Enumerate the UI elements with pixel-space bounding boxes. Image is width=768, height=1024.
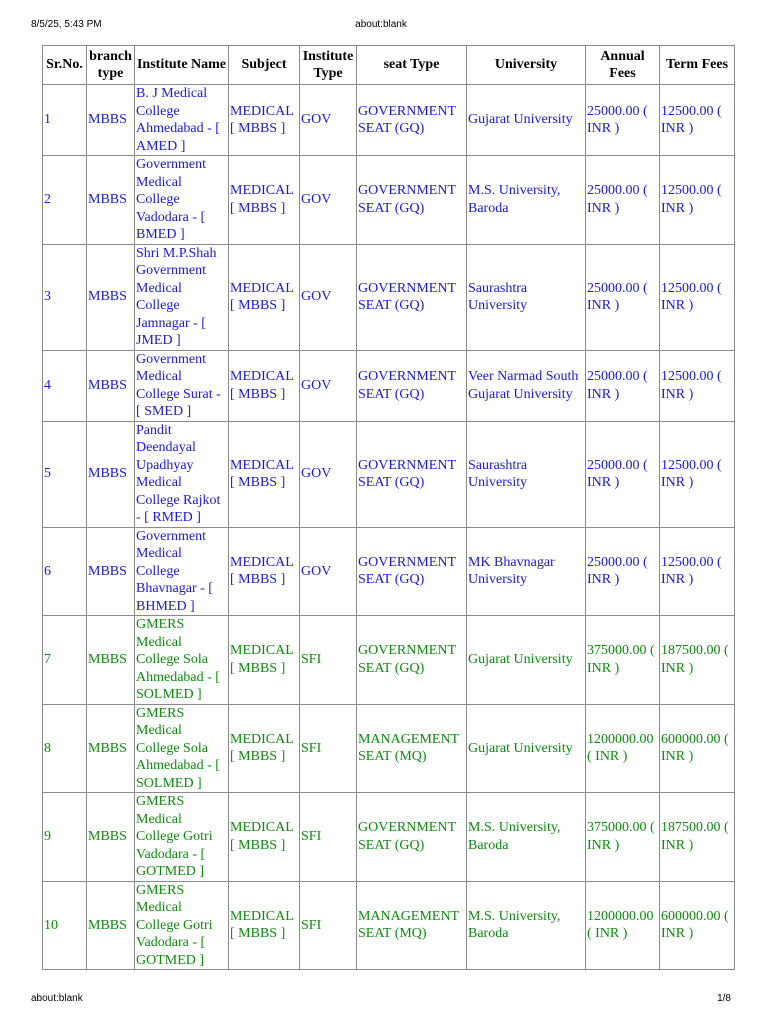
annual-fees-cell: 25000.00 ( INR ) [586,244,660,350]
seat-type-cell: GOVERNMENT SEAT (GQ) [357,616,467,705]
subject-cell: MEDICAL [ MBBS ] [229,350,300,421]
srno-cell: 7 [43,616,87,705]
university-cell: Saurashtra University [467,421,586,527]
srno-cell: 4 [43,350,87,421]
institute-type-cell: SFI [300,793,357,882]
university-cell: Gujarat University [467,616,586,705]
srno-cell: 8 [43,704,87,793]
srno-cell: 10 [43,881,87,970]
university-cell: Veer Narmad South Gujarat University [467,350,586,421]
column-header: branch type [87,46,135,85]
institute-type-cell: SFI [300,881,357,970]
seat-type-cell: MANAGEMENT SEAT (MQ) [357,704,467,793]
term-fees-cell: 12500.00 ( INR ) [660,156,735,245]
university-cell: Saurashtra University [467,244,586,350]
table-row [43,527,735,616]
table-header-row [43,46,735,85]
print-header [31,19,731,33]
annual-fees-cell: 375000.00 ( INR ) [586,616,660,705]
term-fees-cell: 12500.00 ( INR ) [660,350,735,421]
srno-cell: 2 [43,156,87,245]
institute-cell: GMERS Medical College Sola Ahmedabad - [ SOLMED ] [135,616,229,705]
srno-cell: 5 [43,421,87,527]
subject-cell: MEDICAL [ MBBS ] [229,881,300,970]
institute-cell: Government Medical College Surat - [ SMED ] [135,350,229,421]
institute-type-cell: SFI [300,616,357,705]
annual-fees-cell: 375000.00 ( INR ) [586,793,660,882]
branch-cell: MBBS [87,704,135,793]
subject-cell: MEDICAL [ MBBS ] [229,793,300,882]
term-fees-cell: 187500.00 ( INR ) [660,616,735,705]
institute-type-cell: SFI [300,704,357,793]
university-cell: M.S. University, Baroda [467,156,586,245]
subject-cell: MEDICAL [ MBBS ] [229,704,300,793]
table-row [43,156,735,245]
table-row [43,350,735,421]
annual-fees-cell: 25000.00 ( INR ) [586,85,660,156]
institute-type-cell: GOV [300,527,357,616]
annual-fees-cell: 1200000.00 ( INR ) [586,881,660,970]
seat-type-cell: GOVERNMENT SEAT (GQ) [357,244,467,350]
branch-cell: MBBS [87,616,135,705]
institute-cell: Government Medical College Bhavnagar - [ BHMED ] [135,527,229,616]
branch-cell: MBBS [87,793,135,882]
branch-cell: MBBS [87,156,135,245]
seat-type-cell: GOVERNMENT SEAT (GQ) [357,793,467,882]
column-header: Subject [229,46,300,85]
institute-cell: Shri M.P.Shah Government Medical College Jamnagar - [ JMED ] [135,244,229,350]
institute-cell: GMERS Medical College Gotri Vadodara - [ GOTMED ] [135,881,229,970]
seat-type-cell: GOVERNMENT SEAT (GQ) [357,350,467,421]
fees-table [42,45,735,970]
annual-fees-cell: 25000.00 ( INR ) [586,350,660,421]
institute-cell: GMERS Medical College Sola Ahmedabad - [ SOLMED ] [135,704,229,793]
column-header: Annual Fees [586,46,660,85]
annual-fees-cell: 25000.00 ( INR ) [586,527,660,616]
subject-cell: MEDICAL [ MBBS ] [229,527,300,616]
university-cell: M.S. University, Baroda [467,793,586,882]
branch-cell: MBBS [87,421,135,527]
institute-type-cell: GOV [300,85,357,156]
institute-cell: Government Medical College Vadodara - [ BMED ] [135,156,229,245]
column-header: Sr.No. [43,46,87,85]
table-row [43,793,735,882]
print-datetime: 8/5/25, 5:43 PM [31,19,102,30]
table-row [43,421,735,527]
subject-cell: MEDICAL [ MBBS ] [229,85,300,156]
table-row [43,704,735,793]
institute-cell: B. J Medical College Ahmedabad - [ AMED ] [135,85,229,156]
column-header: Institute Type [300,46,357,85]
annual-fees-cell: 25000.00 ( INR ) [586,156,660,245]
branch-cell: MBBS [87,350,135,421]
term-fees-cell: 12500.00 ( INR ) [660,244,735,350]
institute-type-cell: GOV [300,156,357,245]
term-fees-cell: 600000.00 ( INR ) [660,881,735,970]
institute-cell: Pandit Deendayal Upadhyay Medical College Rajkot - [ RMED ] [135,421,229,527]
print-footer [31,993,731,1007]
srno-cell: 3 [43,244,87,350]
table-row [43,881,735,970]
seat-type-cell: GOVERNMENT SEAT (GQ) [357,85,467,156]
university-cell: M.S. University, Baroda [467,881,586,970]
institute-type-cell: GOV [300,350,357,421]
annual-fees-cell: 25000.00 ( INR ) [586,421,660,527]
srno-cell: 1 [43,85,87,156]
term-fees-cell: 187500.00 ( INR ) [660,793,735,882]
srno-cell: 9 [43,793,87,882]
term-fees-cell: 600000.00 ( INR ) [660,704,735,793]
table-row [43,244,735,350]
column-header: seat Type [357,46,467,85]
column-header: Term Fees [660,46,735,85]
branch-cell: MBBS [87,527,135,616]
print-footer-url: about:blank [31,993,83,1004]
subject-cell: MEDICAL [ MBBS ] [229,244,300,350]
subject-cell: MEDICAL [ MBBS ] [229,616,300,705]
institute-type-cell: GOV [300,244,357,350]
branch-cell: MBBS [87,244,135,350]
branch-cell: MBBS [87,881,135,970]
column-header: Institute Name [135,46,229,85]
srno-cell: 6 [43,527,87,616]
print-title: about:blank [355,19,407,30]
seat-type-cell: GOVERNMENT SEAT (GQ) [357,156,467,245]
seat-type-cell: GOVERNMENT SEAT (GQ) [357,421,467,527]
institute-cell: GMERS Medical College Gotri Vadodara - [ GOTMED ] [135,793,229,882]
seat-type-cell: GOVERNMENT SEAT (GQ) [357,527,467,616]
university-cell: MK Bhavnagar University [467,527,586,616]
page-number: 1/8 [717,993,731,1004]
subject-cell: MEDICAL [ MBBS ] [229,421,300,527]
institute-type-cell: GOV [300,421,357,527]
column-header: University [467,46,586,85]
branch-cell: MBBS [87,85,135,156]
university-cell: Gujarat University [467,85,586,156]
term-fees-cell: 12500.00 ( INR ) [660,421,735,527]
annual-fees-cell: 1200000.00 ( INR ) [586,704,660,793]
term-fees-cell: 12500.00 ( INR ) [660,527,735,616]
term-fees-cell: 12500.00 ( INR ) [660,85,735,156]
table-row [43,616,735,705]
seat-type-cell: MANAGEMENT SEAT (MQ) [357,881,467,970]
subject-cell: MEDICAL [ MBBS ] [229,156,300,245]
university-cell: Gujarat University [467,704,586,793]
table-row [43,85,735,156]
